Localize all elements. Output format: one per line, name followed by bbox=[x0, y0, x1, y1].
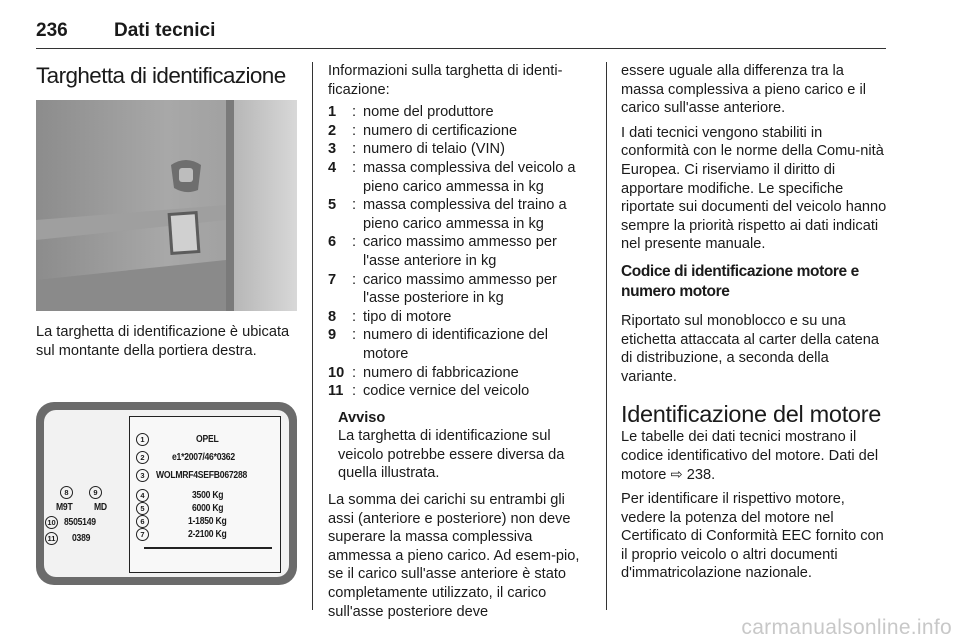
chapter-title: Dati tecnici bbox=[114, 20, 216, 41]
marker-2: 2 bbox=[136, 451, 149, 464]
vin-value: WOLMRF4SEFB067288 bbox=[156, 469, 248, 481]
engine-identify-paragraph: Per identificare il rispettivo motore, vedere la potenza del motore nel Certificato di Conformità EEC fornito con il proprio veicolo o altri documenti d'immatricolazione nazionale. bbox=[621, 491, 884, 582]
front-axle-value: 1-1850 Kg bbox=[188, 515, 227, 527]
column-1 bbox=[36, 62, 298, 90]
door-pillar-illustration bbox=[36, 100, 297, 311]
engine-code-subtitle: Codice di identificazione motore e numero motore bbox=[621, 262, 859, 300]
train-weight-value: 6000 Kg bbox=[192, 502, 224, 514]
item-colon: : bbox=[352, 271, 357, 288]
plate-info-item bbox=[328, 233, 590, 270]
section-title-engine-identification: Identificazione del motore bbox=[621, 401, 881, 428]
item-text: nome del produttore bbox=[363, 104, 494, 121]
item-text: carico massimo ammesso per l'asse anteriore in kg bbox=[363, 234, 557, 269]
plate-info-item bbox=[328, 196, 590, 233]
item-text: tipo di motore bbox=[363, 308, 452, 325]
label-underline bbox=[144, 547, 272, 549]
notice-text: La targhetta di identificazione sul veicolo potrebbe essere diversa da quella illustrata. bbox=[338, 428, 565, 482]
column-2 bbox=[328, 62, 590, 621]
plate-info-item bbox=[328, 308, 590, 327]
plate-info-list bbox=[328, 103, 590, 401]
notice-title: Avviso bbox=[338, 409, 386, 426]
gross-weight-value: 3500 Kg bbox=[192, 489, 224, 501]
marker-3: 3 bbox=[136, 469, 149, 482]
item-colon: : bbox=[352, 141, 357, 158]
item-colon: : bbox=[352, 383, 357, 400]
notice-box bbox=[338, 409, 590, 483]
item-colon: : bbox=[352, 159, 357, 176]
page-number: 236 bbox=[36, 20, 68, 41]
item-text: carico massimo ammesso per l'asse posteriore in kg bbox=[363, 271, 557, 307]
plate-location-caption: La targhetta di identificazione è ubicata sul montante della portiera destra. bbox=[36, 324, 290, 359]
plate-info-item bbox=[328, 326, 590, 363]
item-number: 5 bbox=[328, 197, 337, 214]
item-colon: : bbox=[352, 122, 357, 139]
plate-background bbox=[44, 410, 289, 577]
item-colon: : bbox=[352, 197, 357, 214]
item-colon: : bbox=[352, 364, 357, 381]
paint-code-value: 0389 bbox=[72, 532, 91, 544]
plate-info-item bbox=[328, 159, 590, 196]
item-colon: : bbox=[352, 327, 357, 344]
item-text: numero di fabbricazione bbox=[363, 364, 519, 381]
engine-type-value: M9T bbox=[56, 501, 73, 513]
item-number: 6 bbox=[328, 234, 337, 251]
certification-value: e1*2007/46*0362 bbox=[172, 451, 235, 463]
item-text: numero di identificazione del motore bbox=[363, 327, 548, 362]
item-colon: : bbox=[352, 234, 357, 251]
column-3 bbox=[621, 62, 887, 589]
plate-label bbox=[129, 416, 281, 573]
item-number: 8 bbox=[328, 308, 337, 325]
plate-info-item bbox=[328, 364, 590, 383]
item-number: 9 bbox=[328, 327, 337, 344]
plate-info-item bbox=[328, 382, 590, 401]
marker-8: 8 bbox=[60, 486, 73, 499]
item-text: massa complessiva del traino a pieno carico ammessa in kg bbox=[363, 197, 567, 232]
engine-tables-paragraph: Le tabelle dei dati tecnici mostrano il codice identificativo del motore. Dati del motore ⇨ 238. bbox=[621, 429, 879, 483]
manufacturer-value: OPEL bbox=[196, 433, 219, 445]
header-rule bbox=[36, 48, 886, 49]
marker-7: 7 bbox=[136, 528, 149, 541]
column-divider-1 bbox=[312, 62, 313, 610]
item-number: 1 bbox=[328, 104, 337, 121]
item-number: 4 bbox=[328, 159, 337, 176]
axle-load-paragraph-continued: essere uguale alla differenza tra la massa complessiva a pieno carico e il carico sull'asse anteriore. bbox=[621, 63, 866, 117]
engine-version-value: MD bbox=[94, 501, 107, 513]
item-text: numero di telaio (VIN) bbox=[363, 141, 505, 158]
technical-data-paragraph: I dati tecnici vengono stabiliti in conformità con le norme della Comu-nità Europea. Ci riserviamo il diritto di apportare modifiche. Le specifiche riportate sui documenti del veicolo hanno sempre la priorità rispetto ai dati indicati nel presente manuale. bbox=[621, 124, 887, 253]
identification-plate-illustration bbox=[36, 402, 297, 585]
watermark: carmanualsonline.info bbox=[741, 616, 952, 639]
marker-11: 11 bbox=[45, 532, 58, 545]
marker-6: 6 bbox=[136, 515, 149, 528]
plate-info-item bbox=[328, 271, 590, 308]
section-title-identification-plate: Targhetta di identificazione bbox=[36, 63, 286, 88]
engine-code-paragraph: Riportato sul monoblocco e su una etichetta attaccata al carter della catena di distribuzione, a seconda della variante. bbox=[621, 312, 879, 385]
item-text: codice vernice del veicolo bbox=[363, 383, 530, 400]
marker-10: 10 bbox=[45, 516, 58, 529]
column-divider-2 bbox=[606, 62, 607, 610]
item-number: 2 bbox=[328, 122, 337, 139]
plate-info-item bbox=[328, 103, 590, 122]
marker-4: 4 bbox=[136, 489, 149, 502]
door-pillar-photo bbox=[36, 100, 297, 311]
item-number: 3 bbox=[328, 141, 337, 158]
plate-info-intro: Informazioni sulla targhetta di identi-ficazione: bbox=[328, 63, 563, 98]
item-colon: : bbox=[352, 104, 357, 121]
item-text: numero di certificazione bbox=[363, 122, 518, 139]
plate-info-item bbox=[328, 122, 590, 141]
marker-9: 9 bbox=[89, 486, 102, 499]
item-colon: : bbox=[352, 308, 357, 325]
rear-axle-value: 2-2100 Kg bbox=[188, 528, 227, 540]
item-number: 7 bbox=[328, 271, 337, 288]
axle-load-paragraph: La somma dei carichi su entrambi gli assi (anteriore e posteriore) non deve superare la massa complessiva ammessa a pieno carico. Ad esem-pio, se il carico sull'asse anteriore è stato completamente utilizzato, il carico sull'asse posteriore deve bbox=[328, 492, 580, 620]
marker-5: 5 bbox=[136, 502, 149, 515]
page-header bbox=[36, 18, 886, 48]
plate-info-item bbox=[328, 140, 590, 159]
item-number: 10 bbox=[328, 364, 345, 381]
item-number: 11 bbox=[328, 383, 344, 400]
item-text: massa complessiva del veicolo a pieno carico ammessa in kg bbox=[363, 159, 576, 195]
engine-number-value: 8505149 bbox=[64, 516, 96, 528]
marker-1: 1 bbox=[136, 433, 149, 446]
